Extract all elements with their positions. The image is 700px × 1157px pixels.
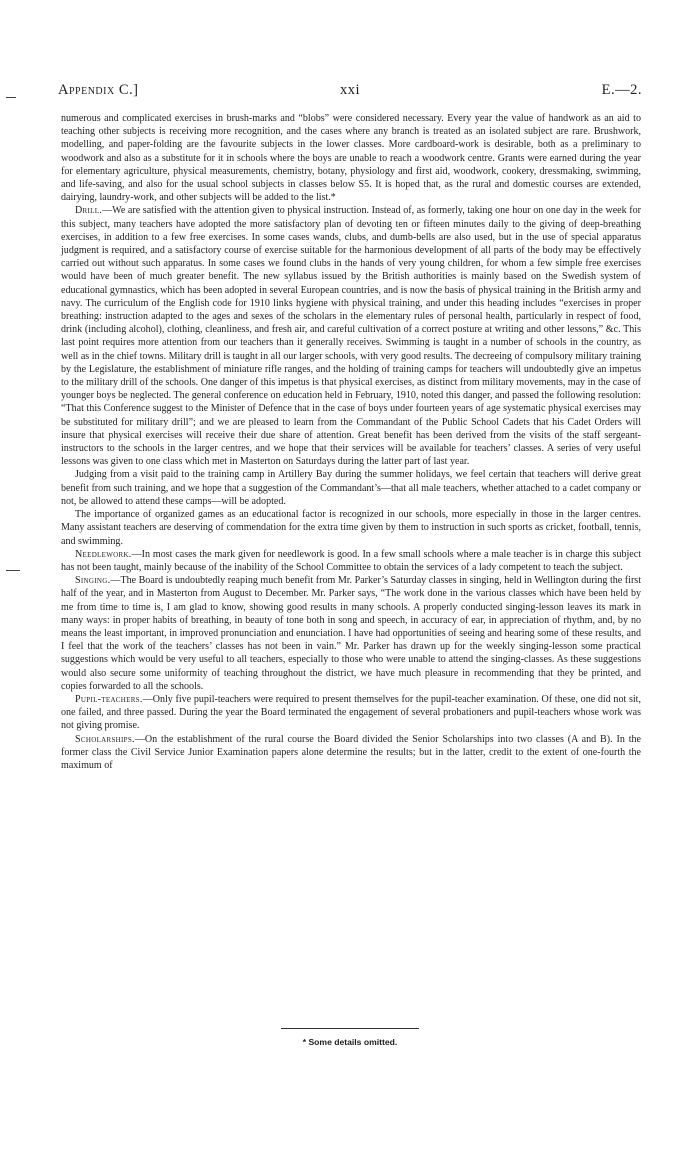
paragraph-drill [61, 204, 641, 468]
section-heading-drill: Drill. [75, 205, 103, 217]
footnote-rule [281, 1028, 419, 1029]
paragraph-organized-games [61, 508, 641, 548]
page-number: xxi [339, 82, 361, 98]
page-header [58, 82, 642, 104]
paragraph-text: —We are satisfied with the attention given to physical instruction. Instead of, as formerly, taking one hour on one day in the week for this subject, many teachers have adopted the more satisfactory plan of devoting ten or fifteen minutes daily to the giving of deep-breathing exercises, in addition to a few free exercises. In some cases wands, clubs, and dumb-bells are also used, but in the use of special apparatus judgment is required, and a satisfactory course of exercise suitable for the harmonious development of all parts of the body may be effectively carried out without such apparatus. In some cases we found clubs in the hands of very young children, for whom a few simple free exercises would have been of much greater benefit. The new syllabus issued by the British authorities is mainly based on the Swedish system of educational gymnastics, which has been adopted in several European countries, and is now the basis of physical training in the British army and navy. The curriculum of the English code for 1910 links hygiene with physical training, and under this heading includes “exercises in proper breathing: instruction adapted to the ages and sexes of the scholars in the elementary rules of personal health, particularly in respect of food, drink (including alcohol), clothing, cleanliness, and fresh air, and careful cultivation of a correct posture at writing and other lessons,” &c. This last point requires more attention from our teachers than it generally receives. Swimming is taught in a number of schools in the country, as well as in the chief towns. Military drill is taught in all our larger schools, with very good results. The decreeing of compulsory military training by the Legislature, the establishment of miniature rifle ranges, and the holding of training camps for teachers will undoubtedly give an impetus to the military drill of the schools. One danger of this impetus is that physical exercises, as distinct from military movements, may in the case of younger boys be neglected. The general conference on education held in February, 1910, noted this danger, and passed the following resolution: “That this Conference suggest to the Minister of Defence that in the case of boys under fourteen years of age systematic physical exercises may be substituted for military drill”; and we are pleased to learn from the Commandant of the Public School Cadets that his Cadet Orders will insure that physical exercises will receive their due share of attention. Great benefit has been derived from the visits of the staff sergeant-instructors to the schools in the larger centres, and we hope that their services will be available for teachers’ classes. A series of very useful lessons was given to one class which met in Masterton on Saturdays during the latter part of last year. [61, 205, 641, 468]
paragraph-text: —Only five pupil-teachers were required to present themselves for the pupil-teacher examination. Of these, one did not sit, one failed, and three passed. During the year the Board terminated the engagement of several probationers and pupil-teachers whose work was not giving promise. [61, 693, 641, 732]
paragraph-text: The importance of organized games as an educational factor is recognized in our schools, more especially in those in the larger centres. Many assistant teachers are deserving of commendation for the extra time given by them to instruction in such sports as cricket, football, tennis, and swimming. [61, 509, 641, 547]
header-appendix: Appendix C.] [58, 82, 139, 98]
section-heading-pupil-teachers: Pupil-teachers. [75, 693, 143, 705]
paragraph-singing [61, 574, 641, 693]
document-code: E.—2. [601, 82, 642, 98]
margin-mark [6, 97, 16, 98]
paragraph-pupil-teachers [61, 693, 641, 733]
paragraph-text: numerous and complicated exercises in brush-marks and “blobs” were considered necessary. Every year the value of handwork as an aid to teaching other subjects is receiving more recognition, and the cases where any branch is treated as an isolated subject are rare. Brushwork, modelling, and paper-folding are the favourite subjects in the lower classes. More cardboard-work is desirable, both as a preliminary to woodwork and also as a substitute for it in schools where the boys are unable to reach a woodwork centre. Grants were earned during the year for elementary agriculture, physical measurements, chemistry, botany, physiology and first aid, woodwork, cookery, dressmaking, swimming, and life-saving, and also for the usual school subjects in classes below S5. It is hoped that, as the rural and domestic courses are extended, dairying, laundry-work, and other subjects will be added to the list.* [61, 113, 641, 204]
footnote: * Some details omitted. [302, 1037, 398, 1047]
paragraph-training-camp [61, 468, 641, 508]
paragraph-text: —The Board is undoubtedly reaping much benefit from Mr. Parker’s Saturday classes in singing, held in Wellington during the first half of the year, and in Masterton from August to December. Mr. Parker says, “The work done in the various classes which have been held by me from time to time is, I am glad to know, showing good results in many schools. A properly conducted singing-lesson leaves its mark in many ways: in proper habits of breathing, in beauty of tone both in song and speech, in accuracy of ear, in appreciation of rhythm, and, by no means the least important, in improved pronunciation and enunciation. I have had opportunities of seeing and hearing some of these results, and I feel that the work of the teachers’ classes has not been in vain.” Mr. Parker has drawn up for the weekly singing-lesson some practical suggestions which would be very useful to all teachers, especially to those who were unable to attend the singing-classes. As these suggestions would also secure some uniformity of teaching throughout the district, we have much pleasure in recommending that they be printed, and copies forwarded to all the schools. [61, 575, 641, 692]
margin-mark [6, 570, 20, 571]
section-heading-needlework: Needlework. [75, 548, 132, 560]
paragraph-text: —In most cases the mark given for needlework is good. In a few small schools where a male teacher is in charge this subject has not been taught, mainly because of the inability of the School Committee to obtain the services of a lady competent to teach the subject. [61, 548, 641, 573]
section-heading-singing: Singing. [75, 575, 111, 587]
paragraph-needlework [61, 548, 641, 574]
body-text [61, 112, 641, 772]
section-heading-scholarships: Scholarships. [75, 733, 135, 745]
paragraph-handwork [61, 112, 641, 204]
paragraph-scholarships [61, 733, 641, 773]
paragraph-text: —On the establishment of the rural course the Board divided the Senior Scholarships into two classes (A and B). In the former class the Civil Service Junior Examination papers alone determine the results; but in the latter, credit to the extent of one-fourth the maximum of [61, 733, 641, 771]
paragraph-text: Judging from a visit paid to the training camp in Artillery Bay during the summer holidays, we feel certain that teachers will derive great benefit from such training, and we hope that a suggestion of the Commandant’s—that all male teachers, whether attached to a cadet company or not, be allowed to attend these camps—will be adopted. [61, 469, 641, 507]
